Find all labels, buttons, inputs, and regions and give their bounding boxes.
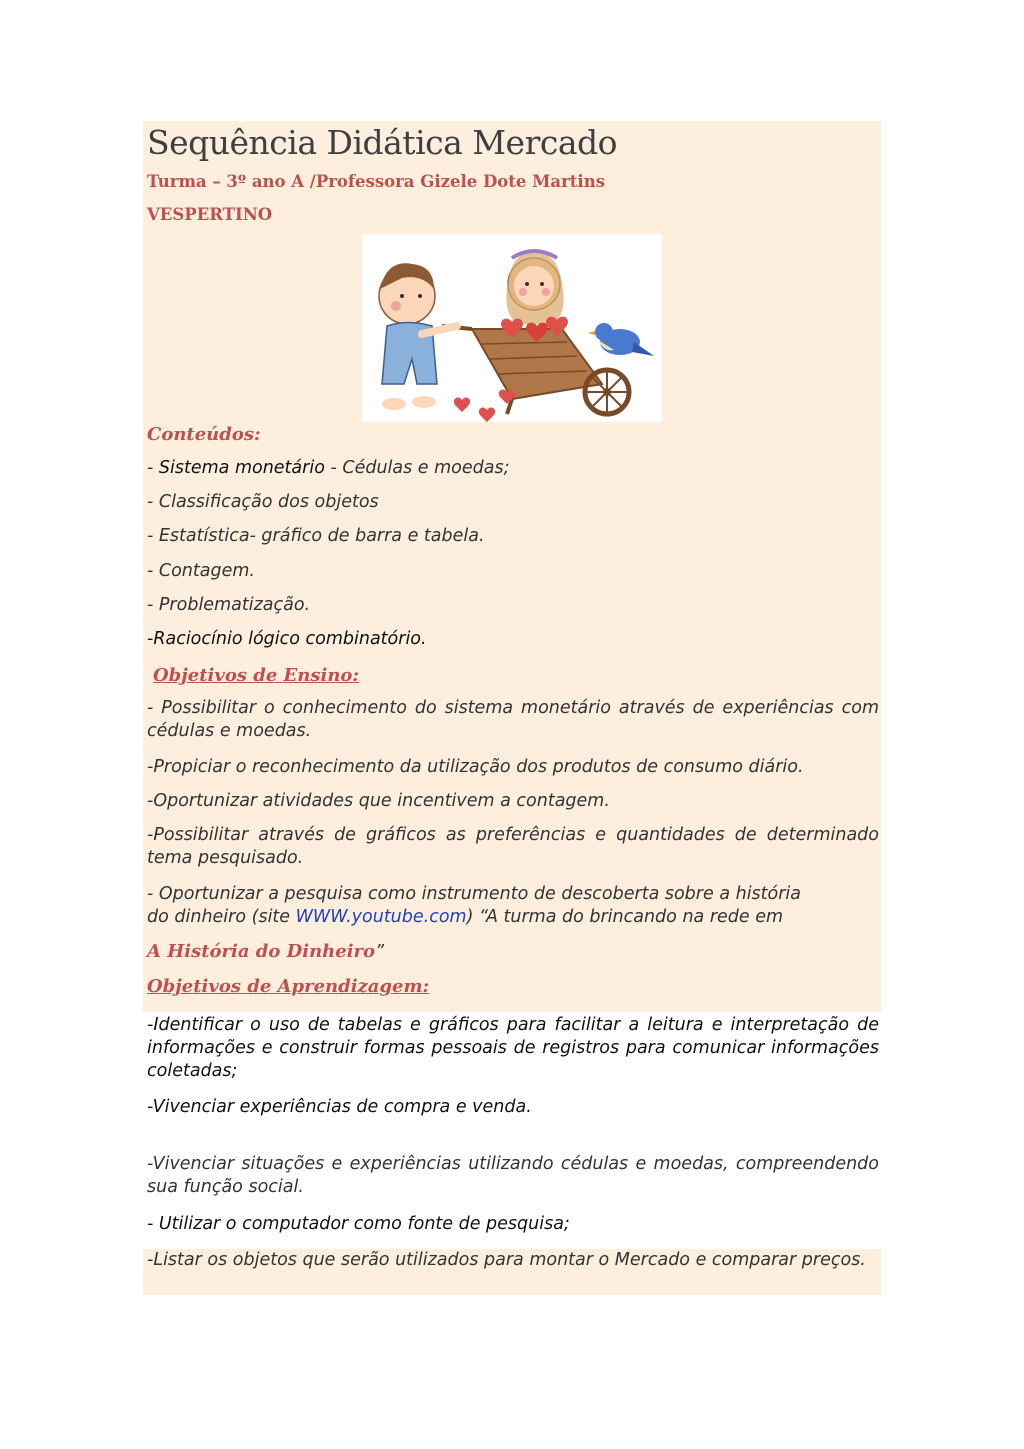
item-term: Sistema monetário bbox=[158, 458, 325, 478]
class-teacher-line: Turma – 3º ano A /Professora Gizele Dote Martins bbox=[147, 172, 605, 191]
conteudos-item-4: - Contagem. bbox=[147, 561, 255, 581]
aprendizagem-item-1: -Identificar o uso de tabelas e gráficos para facilitar a leitura e interpretação de informações e construir formas pessoais de registros para comunicar informações coletadas; bbox=[147, 1015, 879, 1081]
ensino-item-3: -Oportunizar atividades que incentivem a contagem. bbox=[147, 791, 610, 811]
conteudos-item-5: - Problematização. bbox=[147, 595, 311, 615]
ensino-item-2: -Propiciar o reconhecimento da utilização dos produtos de consumo diário. bbox=[147, 757, 804, 777]
history-title: A História do Dinheiro bbox=[147, 941, 376, 962]
ensino-item-4: -Possibilitar através de gráficos as preferências e quantidades de determinado tema pesquisado. bbox=[147, 825, 879, 868]
item-text: ) “A turma do brincando na rede em bbox=[466, 907, 784, 927]
youtube-link[interactable]: WWW.youtube.com bbox=[295, 907, 467, 927]
item-prefix: - bbox=[147, 458, 159, 478]
period-label: VESPERTINO bbox=[147, 205, 273, 224]
conteudos-item-3: - Estatística- gráfico de barra e tabela. bbox=[147, 526, 485, 546]
aprendizagem-heading: Objetivos de Aprendizagem: bbox=[147, 976, 430, 997]
conteudos-item-1 bbox=[147, 457, 879, 480]
aprendizagem-item-2: -Vivenciar experiências de compra e venda. bbox=[147, 1097, 532, 1117]
conteudos-item-6: -Raciocínio lógico combinatório. bbox=[147, 629, 427, 649]
quote-close: ” bbox=[375, 942, 385, 962]
document-title: Sequência Didática Mercado bbox=[147, 123, 618, 162]
ensino-item-5-line-1: - Oportunizar a pesquisa como instrumento de descoberta sobre a história bbox=[147, 884, 802, 904]
item-text: do dinheiro (site bbox=[147, 907, 296, 927]
item-rest: - Cédulas e moedas; bbox=[324, 458, 510, 478]
boy-pushing-wheelbarrow-with-girl-and-bird-icon bbox=[362, 234, 662, 422]
aprendizagem-item-4: - Utilizar o computador como fonte de pesquisa; bbox=[147, 1214, 570, 1234]
aprendizagem-item-5: -Listar os objetos que serão utilizados para montar o Mercado e comparar preços. bbox=[147, 1250, 866, 1270]
ensino-item-5-line-3 bbox=[147, 940, 879, 964]
ensino-item-1: - Possibilitar o conhecimento do sistema monetário através de experiências com cédulas e moedas. bbox=[147, 698, 879, 741]
ensino-item-5-line-2 bbox=[147, 906, 879, 929]
conteudos-item-2: - Classificação dos objetos bbox=[147, 492, 379, 512]
aprendizagem-item-3: -Vivenciar situações e experiências utilizando cédulas e moedas, compreendendo sua função social. bbox=[147, 1154, 879, 1197]
conteudos-heading: Conteúdos: bbox=[147, 424, 261, 445]
ensino-heading: Objetivos de Ensino: bbox=[153, 665, 360, 686]
